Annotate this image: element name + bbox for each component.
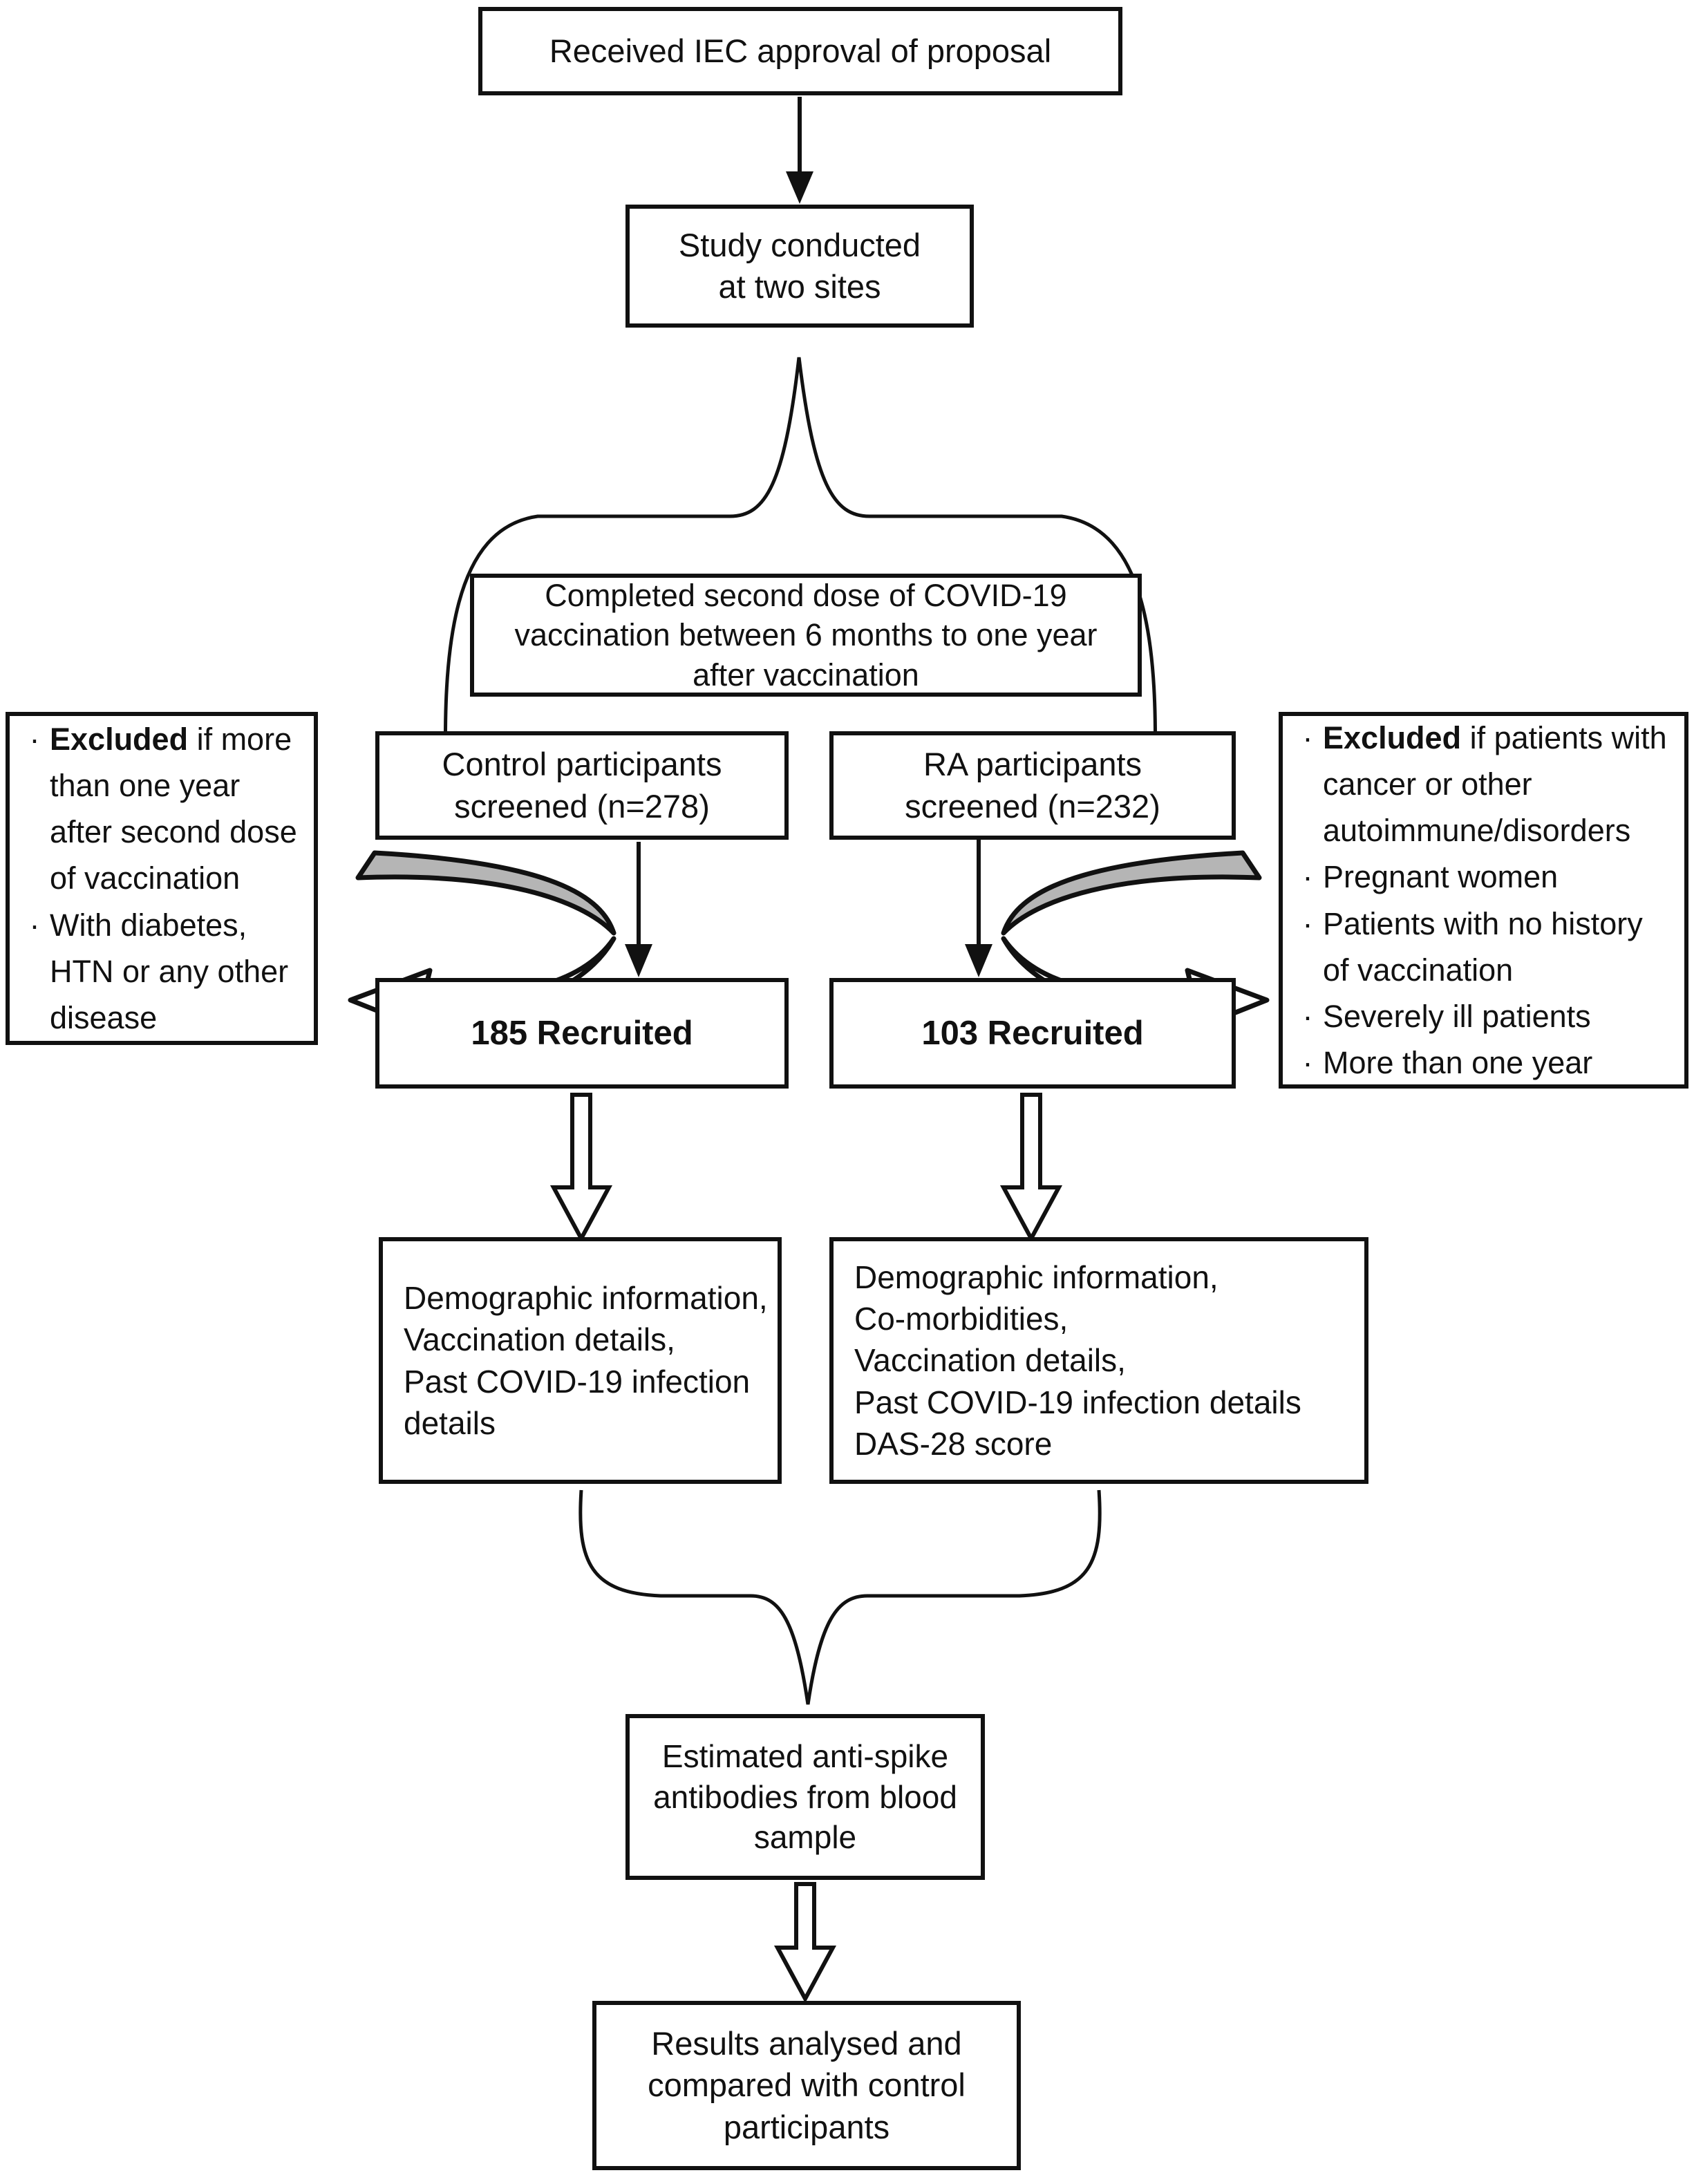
hollow-arrow-antibodies-results [778, 1884, 833, 1999]
results-line2: compared with control [648, 2067, 966, 2104]
control-screened-box [375, 731, 789, 840]
excluded-right-bullet3 [1292, 901, 1672, 993]
ra-recruited-box [829, 978, 1236, 1089]
completed-dose-line1: Completed second dose of COVID-19 [545, 577, 1067, 613]
control-recruited-box [375, 978, 789, 1089]
two-sites-line2: at two sites [718, 268, 881, 305]
bullet-icon: · [1302, 998, 1313, 1034]
bullet-icon: · [1302, 720, 1313, 756]
ra-data-line3: Vaccination details, [854, 1342, 1126, 1379]
bullet-icon: · [1302, 905, 1313, 941]
results-line3: participants [723, 2108, 890, 2145]
control-screened-line2: screened (n=278) [454, 787, 710, 825]
hollow-arrow-control-demo [554, 1095, 609, 1239]
antibodies-line2: antibodies from blood [653, 1778, 957, 1815]
merge-brace [581, 1490, 1100, 1704]
ra-screened-box [829, 731, 1236, 840]
swoosh-left-ribbon [358, 853, 614, 933]
excluded-right-text3: Patients with no history of vaccination [1323, 905, 1643, 988]
control-data-line4: details [404, 1404, 496, 1441]
control-data-line3: Past COVID-19 infection [404, 1363, 751, 1400]
completed-dose-line2: vaccination between 6 months to one year [514, 617, 1098, 653]
ra-recruited-text: 103 Recruited [921, 1014, 1144, 1052]
completed-dose-line3: after vaccination [693, 657, 919, 693]
excluded-right-bullet2 [1292, 854, 1672, 900]
ra-data-box [829, 1237, 1368, 1484]
bullet-icon: · [1302, 859, 1313, 895]
excluded-right-text2: Pregnant women [1323, 859, 1559, 895]
results-line1: Results analysed and [651, 2025, 962, 2062]
excluded-right-box [1279, 712, 1688, 1089]
excluded-right-bullet4 [1292, 993, 1672, 1039]
excluded-right-text1: if patients with cancer or other autoimmune/disorders [1323, 720, 1667, 849]
bullet-icon: · [29, 722, 40, 757]
two-sites-line1: Study conducted [678, 226, 921, 263]
two-sites-box [625, 205, 974, 328]
excluded-left-bullet1 [19, 716, 301, 901]
bullet-icon: · [29, 907, 40, 943]
down-arrow-iec-to-sites [786, 97, 813, 204]
iec-approval-text: Received IEC approval of proposal [549, 32, 1052, 69]
antibodies-line3: sample [753, 1819, 857, 1856]
excluded-right-bullet1 [1292, 715, 1672, 854]
excluded-right-bullet5 [1292, 1039, 1672, 1086]
excluded-left-text1: if more than one year after second dose of vaccination [50, 722, 297, 896]
excluded-right-text5: More than one year [1323, 1044, 1593, 1080]
results-box [592, 2001, 1021, 2170]
control-data-box [379, 1237, 782, 1484]
control-screened-line1: Control participants [442, 746, 722, 783]
ra-data-line5: DAS-28 score [854, 1425, 1053, 1462]
ra-screened-line1: RA participants [923, 746, 1142, 783]
down-arrow-control-recruited [625, 842, 652, 977]
ra-data-line1: Demographic information, [854, 1259, 1218, 1295]
down-arrow-ra-recruited [965, 839, 992, 977]
hollow-arrow-ra-demo [1004, 1095, 1059, 1239]
excluded-right-bold: Excluded [1323, 720, 1462, 756]
antibodies-line1: Estimated anti-spike [661, 1738, 949, 1774]
ra-data-line4: Past COVID-19 infection details [854, 1384, 1301, 1420]
excluded-left-bullet2 [19, 902, 301, 1041]
antibodies-box [625, 1714, 985, 1880]
completed-dose-box [470, 574, 1142, 697]
swoosh-right-ribbon [1004, 853, 1259, 933]
ra-screened-line2: screened (n=232) [905, 787, 1160, 825]
excluded-left-text2: With diabetes, HTN or any other disease [50, 907, 289, 1035]
control-data-line1: Demographic information, [404, 1280, 768, 1316]
iec-approval-box [478, 7, 1122, 95]
excluded-right-text4: Severely ill patients [1323, 998, 1591, 1034]
excluded-left-box [6, 712, 318, 1045]
excluded-left-bold: Excluded [50, 722, 189, 757]
ra-data-line2: Co-morbidities, [854, 1301, 1069, 1337]
control-recruited-text: 185 Recruited [471, 1014, 693, 1052]
control-data-line2: Vaccination details, [404, 1321, 675, 1358]
bullet-icon: · [1302, 1044, 1313, 1080]
